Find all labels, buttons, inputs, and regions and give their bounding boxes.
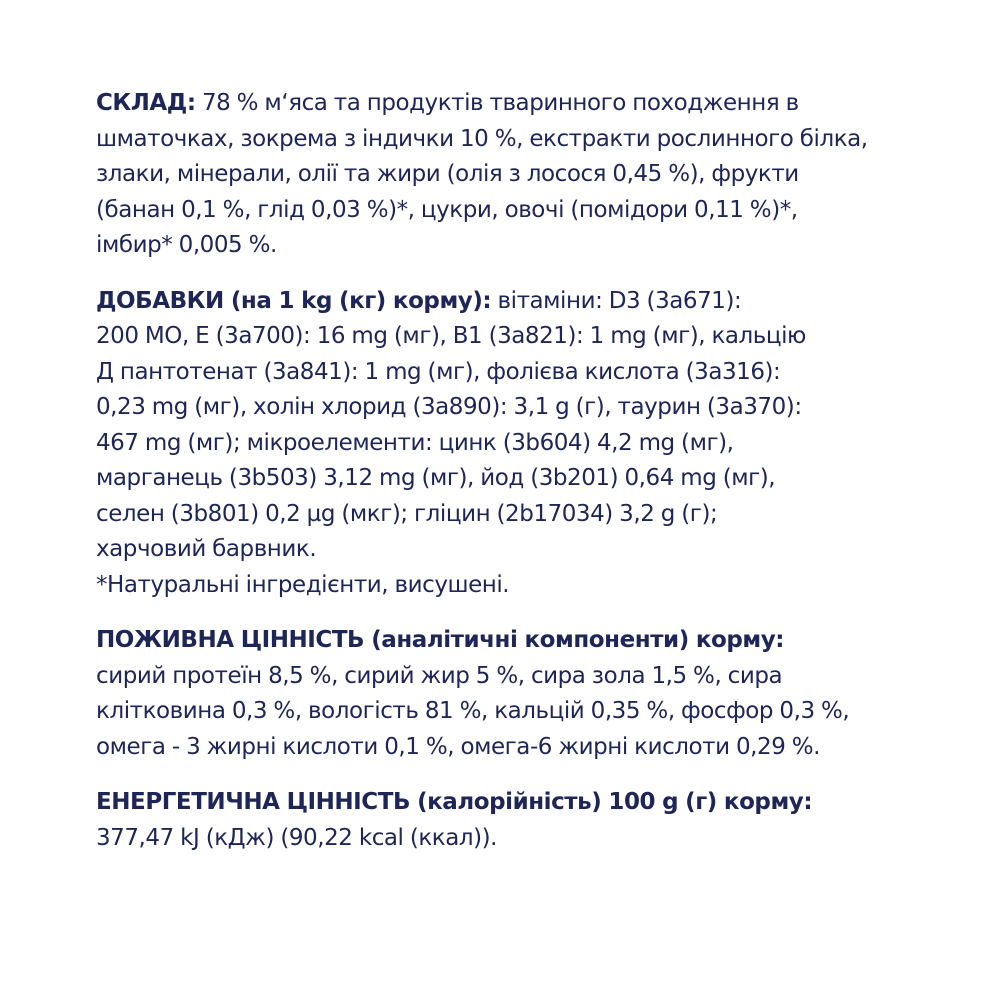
composition-line-2: шматочках, зокрема з індички 10 %, екстракти рослинного білка, bbox=[96, 125, 868, 152]
additives-line-1 bbox=[96, 284, 926, 320]
additives-line-6: марганець (3b503) 3,12 mg (мг), йод (3b201) 0,64 mg (мг), bbox=[96, 465, 776, 491]
composition-line-1 bbox=[96, 86, 926, 122]
energy-section bbox=[96, 785, 926, 856]
composition-line-3: злаки, мінерали, олії та жири (олія з лосося 0,45 %), фрукти bbox=[96, 161, 799, 187]
nutrition-section bbox=[96, 623, 926, 765]
nutrition-heading: ПОЖИВНА ЦІННІСТЬ (аналітичні компоненти) корму: bbox=[96, 627, 785, 653]
label-text-block bbox=[96, 86, 926, 876]
nutrition-line-1: сирий протеїн 8,5 %, сирий жир 5 %, сира зола 1,5 %, сира bbox=[96, 662, 783, 689]
energy-heading: ЕНЕРГЕТИЧНА ЦІННІСТЬ (калорійність) 100 g (г) корму: bbox=[96, 789, 813, 815]
additives-heading: ДОБАВКИ (на 1 kg (кг) корму): bbox=[96, 287, 492, 314]
composition-line-5: імбир* 0,005 %. bbox=[96, 232, 277, 258]
additives-line-4: 0,23 mg (мг), холін хлорид (3а890): 3,1 g (г), таурин (3а370): bbox=[96, 394, 802, 420]
nutrition-line-2: клітковина 0,3 %, вологість 81 %, кальцій 0,35 %, фосфор 0,3 %, bbox=[96, 698, 850, 724]
composition-text: 78 % м‘яса та продуктів тваринного походження в bbox=[195, 90, 799, 116]
natural-ingredients-note: *Натуральні інгредієнти, висушені. bbox=[96, 571, 510, 598]
additives-line-5: 467 mg (мг); мікроелементи: цинк (3b604) 4,2 mg (мг), bbox=[96, 429, 734, 456]
energy-line-1: 377,47 kJ (кДж) (90,22 kcal (ккал)). bbox=[96, 824, 498, 851]
additives-section bbox=[96, 284, 926, 604]
additives-line-2: 200 МО, Е (3а700): 16 mg (мг), В1 (3а821): 1 mg (мг), кальцію bbox=[96, 323, 806, 349]
additives-text: вітаміни: D3 (3а671): bbox=[491, 287, 742, 314]
nutrition-line-3: омега - 3 жирні кислоти 0,1 %, омега-6 жирні кислоти 0,29 %. bbox=[96, 733, 821, 760]
composition-heading: СКЛАД: bbox=[96, 90, 196, 116]
composition-line-4: (банан 0,1 %, глід 0,03 %)*, цукри, овочі (помідори 0,11 %)*, bbox=[96, 196, 798, 223]
additives-line-8: харчовий барвник. bbox=[96, 536, 317, 562]
additives-line-7: селен (3b801) 0,2 µg (мкг); гліцин (2b17034) 3,2 g (г); bbox=[96, 500, 718, 527]
composition-section bbox=[96, 86, 926, 264]
additives-line-3: Д пантотенат (3а841): 1 mg (мг), фолієва кислота (3а316): bbox=[96, 358, 781, 385]
